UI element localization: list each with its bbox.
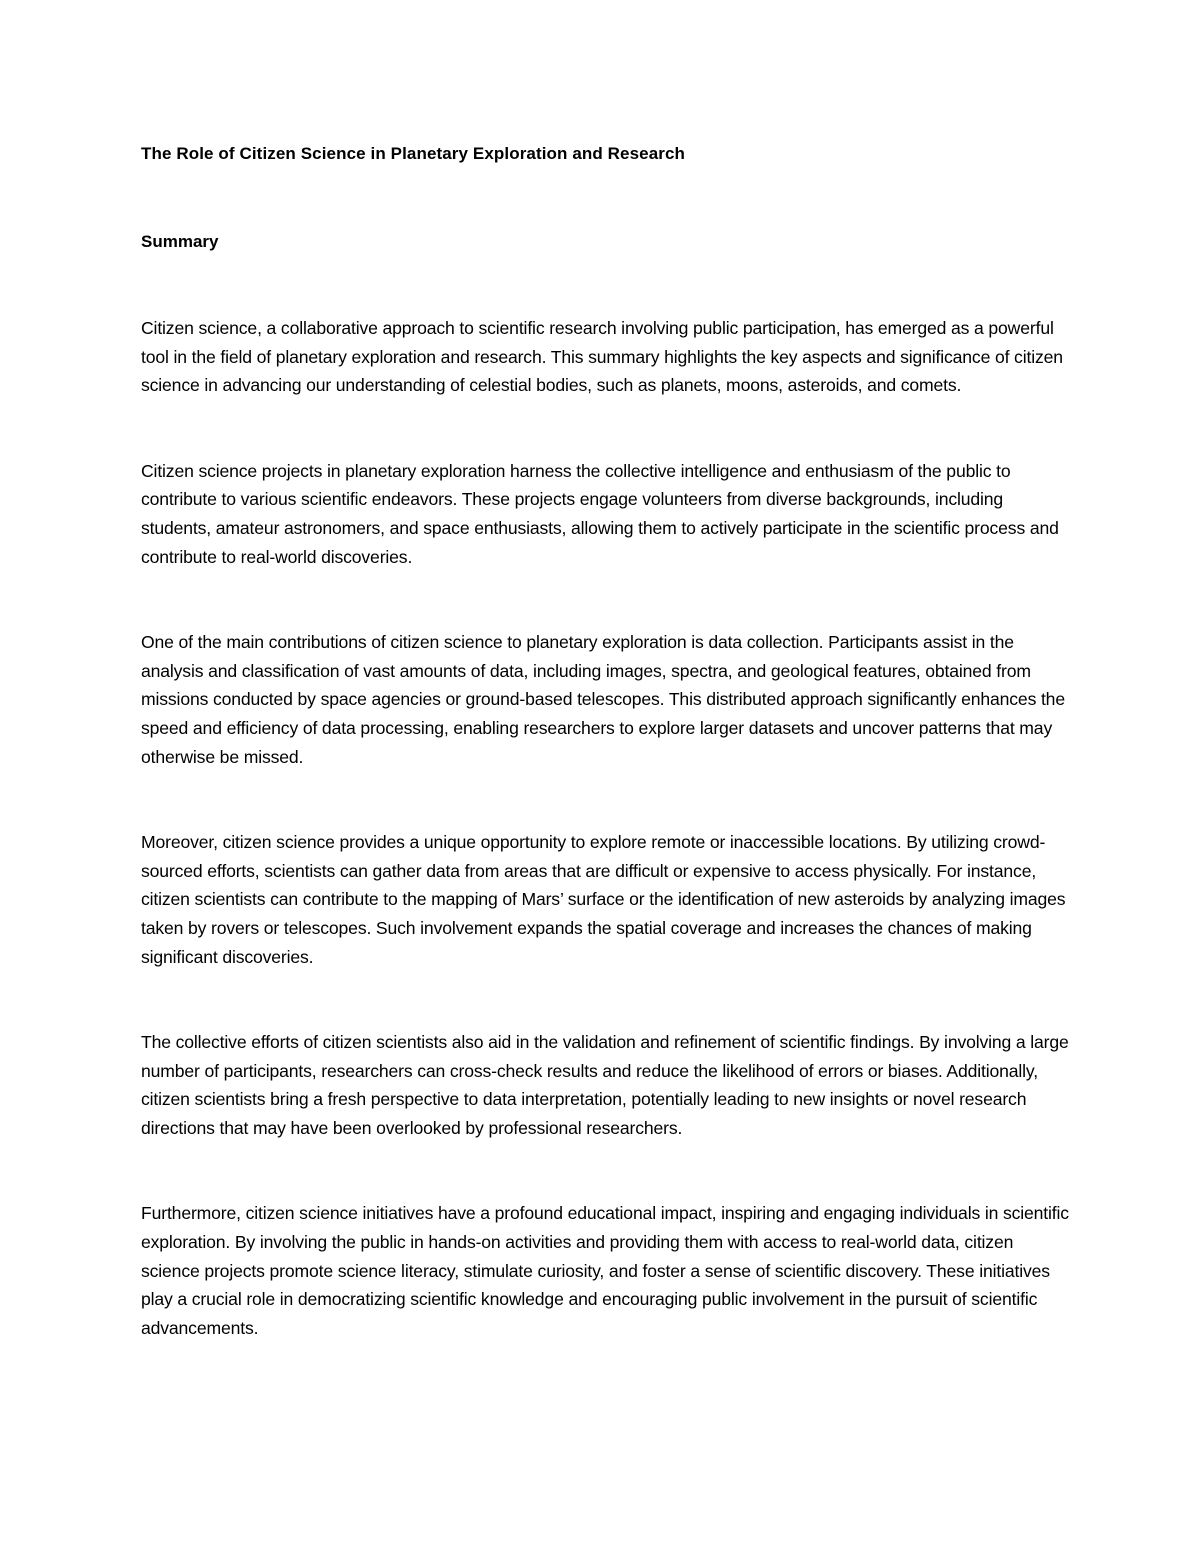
document-body [141,140,1071,1342]
paragraph-1: Citizen science, a collaborative approach to scientific research involving public participation, has emerged as a powerful tool in the field of planetary exploration and research. This summary highlights the key aspects and significance of citizen science in advancing our understanding of celestial bodies, such as planets, moons, asteroids, and comets. [141,318,1063,396]
paragraph-6: Furthermore, citizen science initiatives have a profound educational impact, inspiring and engaging individuals in scientific exploration. By involving the public in hands-on activities and providing them with access to real-world data, citizen science projects promote science literacy, stimulate curiosity, and foster a sense of scientific discovery. These initiatives play a crucial role in democratizing scientific knowledge and encouraging public involvement in the pursuit of scientific advancements. [141,1203,1069,1338]
paragraph-2: Citizen science projects in planetary exploration harness the collective intelligence and enthusiasm of the public to contribute to various scientific endeavors. These projects engage volunteers from diverse backgrounds, including students, amateur astronomers, and space enthusiasts, allowing them to actively participate in the scientific process and contribute to real-world discoveries. [141,460,1059,567]
paragraph-3: One of the main contributions of citizen science to planetary exploration is data collection. Participants assist in the analysis and classification of vast amounts of data, including images, spectra, and geological features, obtained from missions conducted by space agencies or ground-based telescopes. This distributed approach significantly enhances the speed and efficiency of data processing, enabling researchers to explore larger datasets and uncover patterns that may otherwise be missed. [141,632,1065,767]
paragraph-5: The collective efforts of citizen scientists also aid in the validation and refinement of scientific findings. By involving a large number of participants, researchers can cross-check results and reduce the likelihood of errors or biases. Additionally, citizen scientists bring a fresh perspective to data interpretation, potentially leading to new insights or novel research directions that may have been overlooked by professional researchers. [141,1032,1069,1138]
document-title: The Role of Citizen Science in Planetary Exploration and Research [141,144,686,163]
paragraph-4: Moreover, citizen science provides a unique opportunity to explore remote or inaccessible locations. By utilizing crowd-sourced efforts, scientists can gather data from areas that are difficult or expensive to access physically. For instance, citizen scientists can contribute to the mapping of Mars’ surface or the identification of new asteroids by analyzing images taken by rovers or telescopes. Such involvement expands the spatial coverage and increases the chances of making significant discoveries. [141,832,1066,967]
section-heading-summary: Summary [141,232,219,251]
